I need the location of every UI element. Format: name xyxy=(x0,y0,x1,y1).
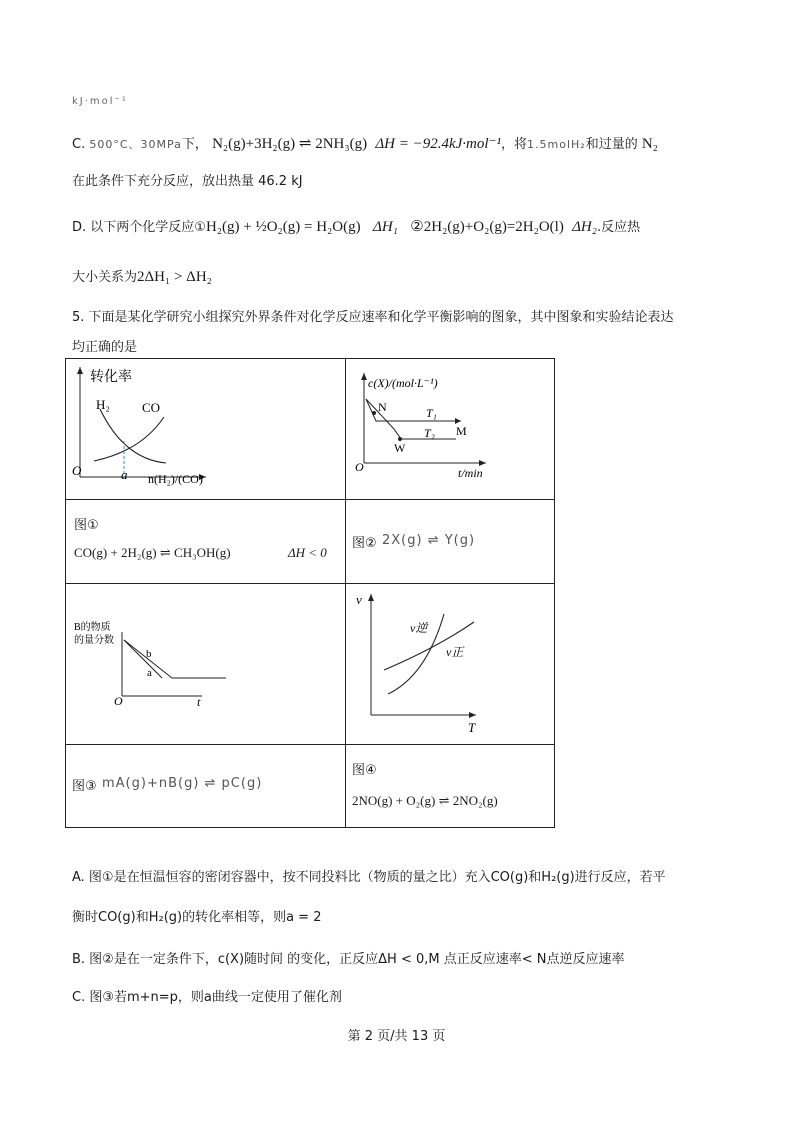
fig4-forward-label: v正 xyxy=(446,645,464,659)
option-c-dh: ΔH = −92.4kJ·mol⁻¹ xyxy=(375,136,501,152)
option-d-line1 xyxy=(72,216,640,236)
fig3-curve-a: a xyxy=(147,667,152,679)
question5-line1: 5. 下面是某化学研究小组探究外界条件对化学反应速率和化学平衡影响的图象，其中图象和实验结论表达 xyxy=(72,310,674,325)
fig2-caption: 图② xyxy=(352,536,377,551)
fig1-equation: CO(g) + 2H₂(g) ⇌ CH₃OH(g) xyxy=(74,545,231,560)
option-c-line2: 在此条件下充分反应，放出热量 46.2 kJ xyxy=(72,174,303,189)
answer-a-line2: 衡时CO(g)和H₂(g)的转化率相等，则a = 2 xyxy=(72,910,322,925)
answer-c-line: C. 图③若m+n=p，则a曲线一定使用了催化剂 xyxy=(72,990,342,1005)
option-d-line2-formula: 2ΔH₁ > ΔH₂ xyxy=(137,269,212,285)
fig3-graph-cell xyxy=(66,584,346,745)
option-c-n2: N₂ xyxy=(641,136,658,152)
fig1-ylabel: 转化率 xyxy=(90,370,132,385)
fig2-ylabel: c(X)/(mol·L⁻¹) xyxy=(368,376,438,390)
fig2-graph-cell xyxy=(346,359,555,500)
fig1-curve1-label: H₂ xyxy=(96,397,110,412)
option-c-line1 xyxy=(72,133,658,153)
fig3-curve-b: b xyxy=(146,648,152,660)
answer-b-line: B. 图②是在一定条件下，c(X)随时间 的变化，正反应ΔH < 0,M 点正反应速率< N点逆反应速率 xyxy=(72,952,625,967)
option-d-line2 xyxy=(72,266,212,286)
option-d-line2-text: 大小关系为 xyxy=(72,270,138,285)
option-c-prefix: C. xyxy=(72,137,86,152)
option-d-eq2: ②2H₂(g)+O₂(g)=2H₂O(l) xyxy=(410,219,564,235)
fig3-xlabel: t xyxy=(197,695,201,709)
figure-table xyxy=(65,358,555,828)
fig1-graph xyxy=(66,359,345,495)
page-footer: 第 2 页/共 13 页 xyxy=(347,1029,446,1044)
fig1-origin: O xyxy=(72,463,82,478)
fig3-ylabel1: B的物质 xyxy=(74,622,111,633)
option-c-equation: N₂(g)+3H₂(g) ⇌ 2NH₃(g) xyxy=(212,136,368,152)
option-c-text1: 下， xyxy=(181,137,208,152)
option-d-eq1: H₂(g) + ½O₂(g) = H₂O(g) xyxy=(205,219,361,235)
fig4-caption-cell xyxy=(346,745,555,828)
fig3-graph xyxy=(66,584,345,740)
option-c-condition: 500°C、30MPa xyxy=(89,138,182,151)
fig1-dh: ΔH < 0 xyxy=(288,545,327,560)
fig2-graph xyxy=(346,359,554,495)
fig4-caption: 图④ xyxy=(352,763,377,778)
option-c-amount: 1.5molH₂ xyxy=(527,138,586,151)
fig2-t1: T₁ xyxy=(426,406,437,420)
option-c-text3: 和过量的 xyxy=(585,137,638,152)
fig4-graph-cell xyxy=(346,584,555,745)
fig2-point-w: W xyxy=(394,441,406,455)
fig1-curve2-label: CO xyxy=(142,400,161,415)
fig2-xlabel: t/min xyxy=(458,466,483,480)
fig3-origin: O xyxy=(114,694,123,708)
fig4-ylabel: v xyxy=(356,592,362,607)
option-d-text2: .反应热 xyxy=(596,220,641,235)
fig2-point-n: N xyxy=(378,400,387,414)
fig2-t2: T₂ xyxy=(424,426,435,440)
fig4-xlabel: T xyxy=(468,720,476,735)
option-c-text2: ，将 xyxy=(500,137,527,152)
fig3-caption-cell xyxy=(66,745,346,828)
fig4-equation: 2NO(g) + O₂(g) ⇌ 2NO₂(g) xyxy=(352,793,498,808)
fig3-ylabel2: 的量分数 xyxy=(74,635,114,646)
header-unit: kJ·mol⁻¹ xyxy=(72,96,128,107)
option-d-dh2: ΔH₂ xyxy=(572,219,597,235)
fig2-origin: O xyxy=(355,460,364,474)
fig1-caption-cell xyxy=(66,500,346,584)
fig4-graph xyxy=(346,584,554,740)
fig4-reverse-label: v逆 xyxy=(410,621,428,635)
fig1-graph-cell xyxy=(66,359,346,500)
fig2-caption-cell xyxy=(346,500,555,584)
question5-line2: 均正确的是 xyxy=(72,340,138,355)
option-d-dh1: ΔH₁ xyxy=(373,219,398,235)
fig2-equation: 2X(g) ⇌ Y(g) xyxy=(382,533,476,548)
fig2-point-m: M xyxy=(456,424,467,438)
answer-a-line1: A. 图①是在恒温恒容的密闭容器中，按不同投料比（物质的量之比）充入CO(g)和H₂(g)进行反应，若平 xyxy=(72,870,666,885)
fig3-equation: mA(g)+nB(g) ⇌ pC(g) xyxy=(102,776,263,791)
fig3-caption: 图③ xyxy=(72,779,97,794)
option-d-prefix: D. xyxy=(72,220,87,235)
option-d-text1: 以下两个化学反应① xyxy=(90,220,206,235)
fig1-caption: 图① xyxy=(74,518,99,533)
fig1-xmark: a xyxy=(121,467,128,482)
fig1-xlabel: n(H₂)/(CO) xyxy=(148,472,203,486)
